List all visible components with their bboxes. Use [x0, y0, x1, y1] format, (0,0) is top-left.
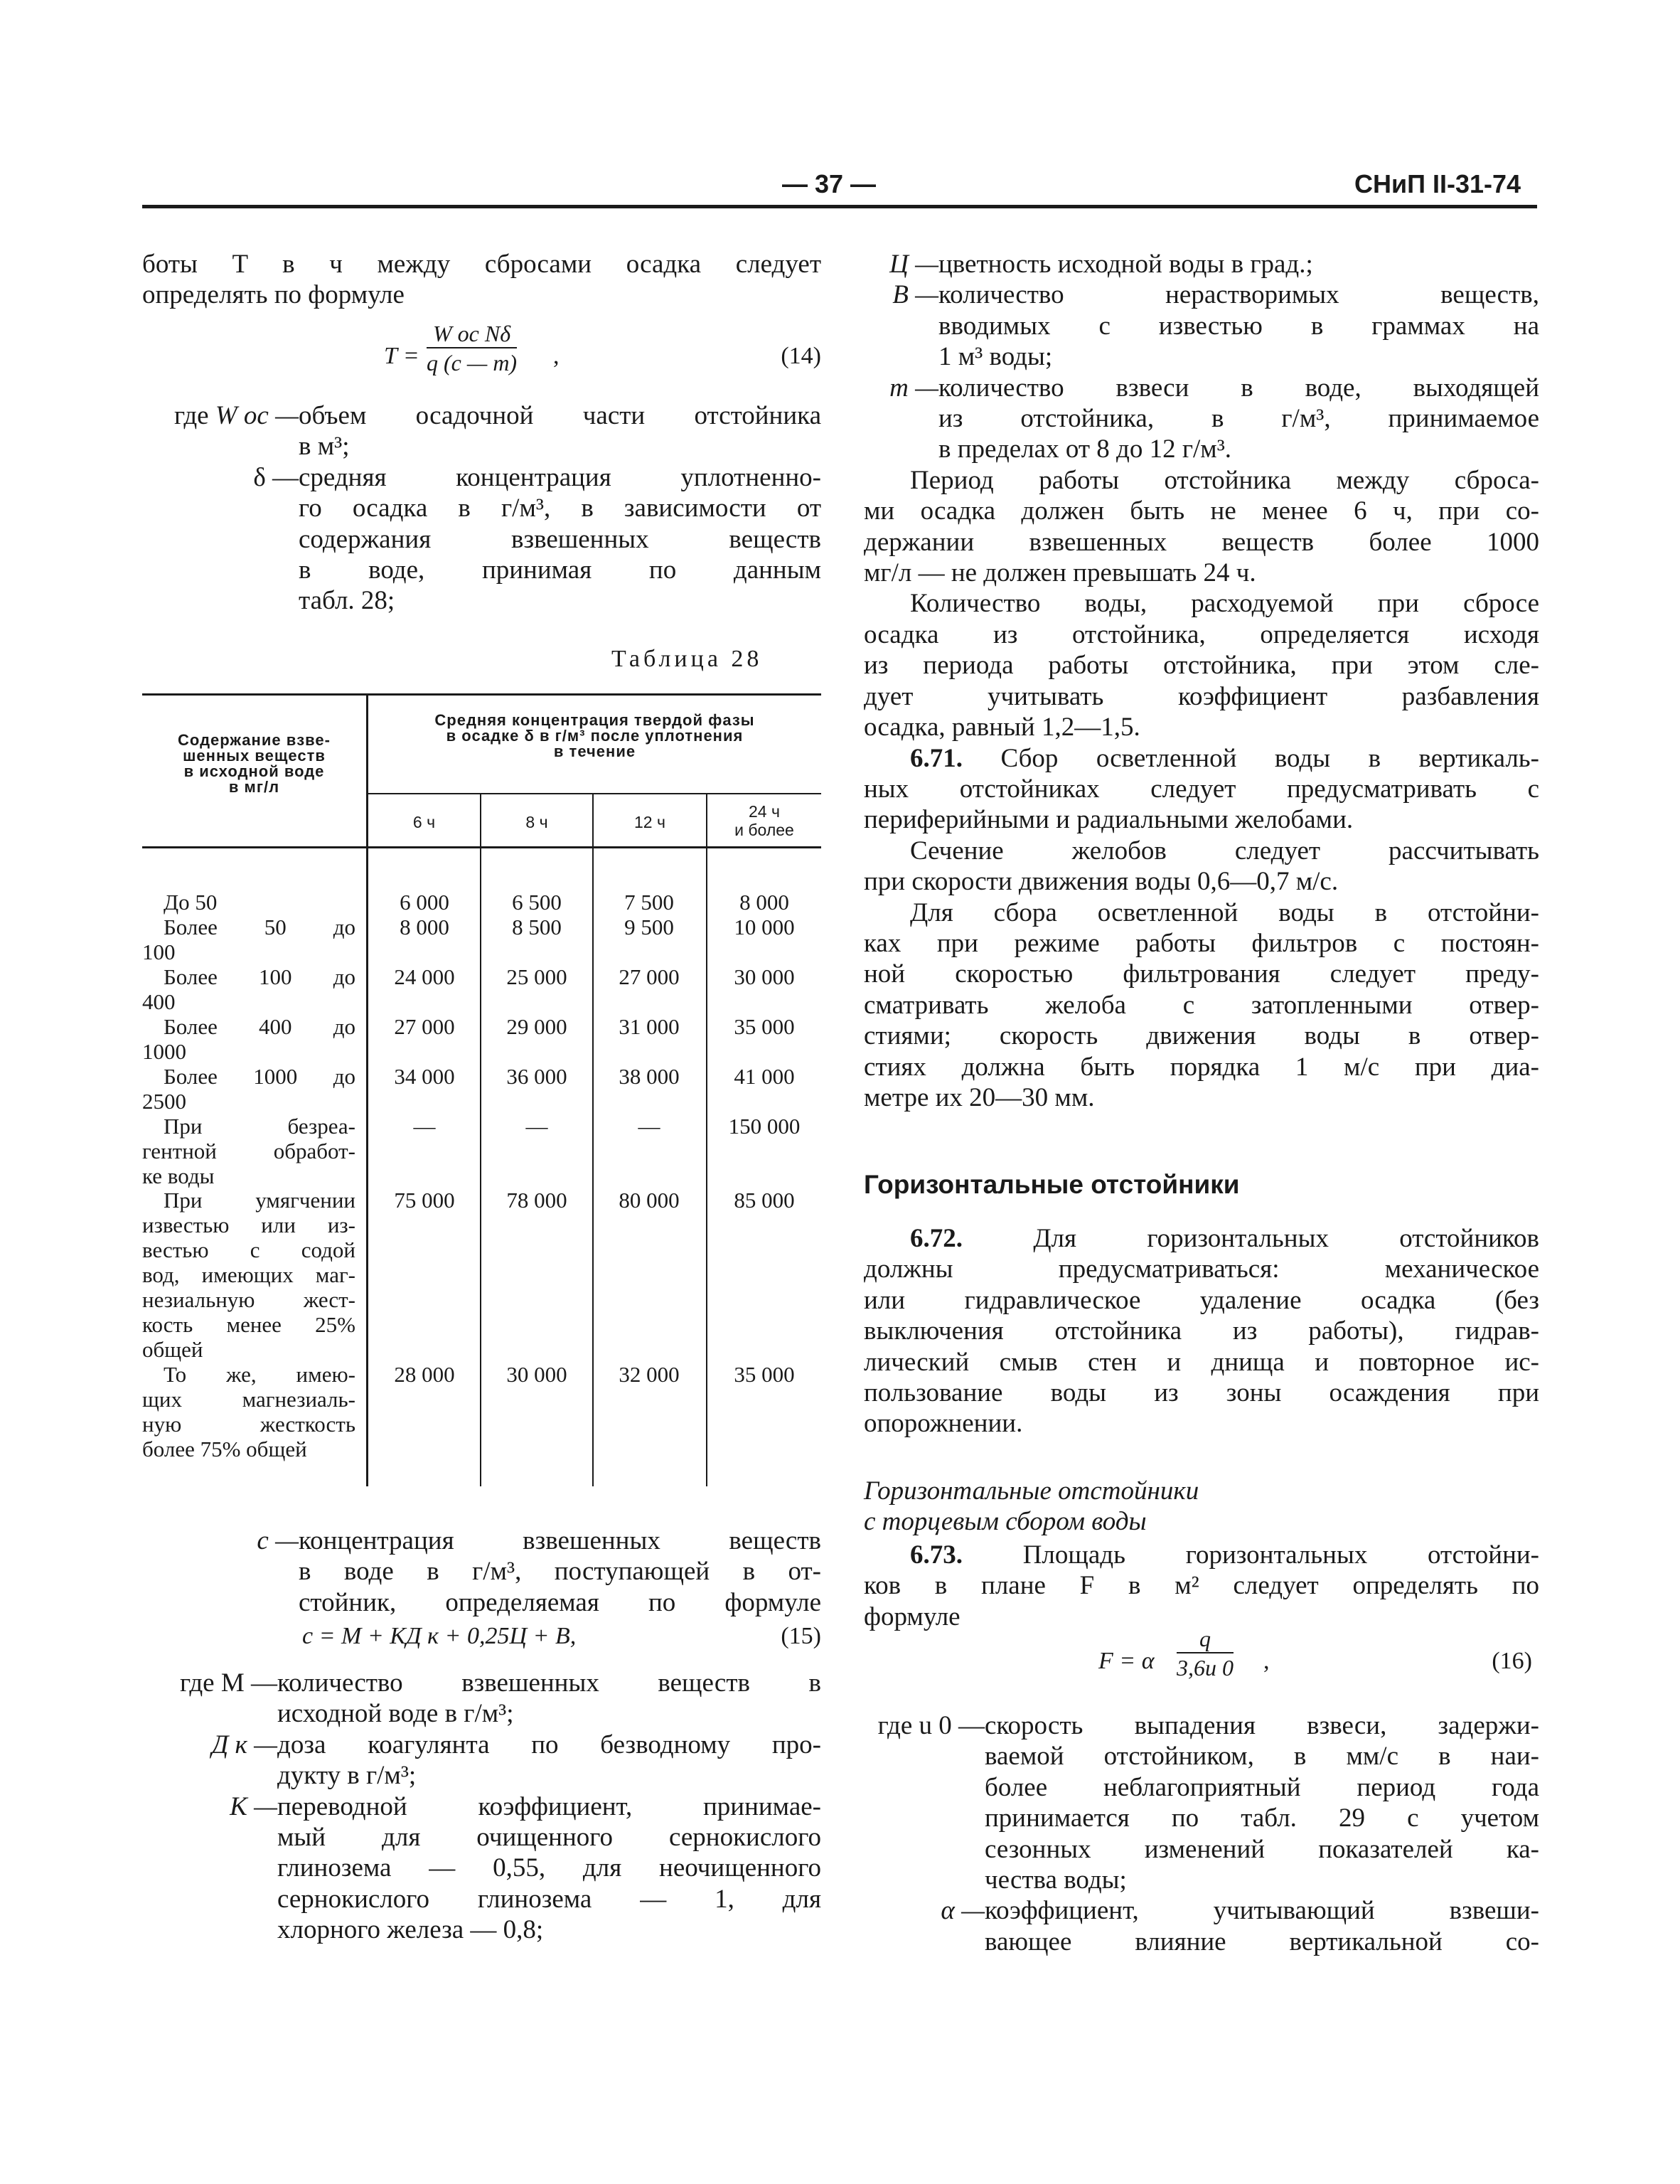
- table-row-label: [142, 1014, 355, 1064]
- paragraph-line: осадка, равный 1,2—1,5.: [864, 713, 1140, 742]
- definition-body: [299, 1525, 821, 1618]
- definition-body: [277, 1730, 821, 1791]
- table-cell: 6 000: [400, 890, 449, 915]
- definition-body: [299, 400, 821, 462]
- paragraph-line: сматривать желоба с затопленными отвер-: [864, 990, 1539, 1020]
- formula-14-numerator: W oc Nδ: [427, 320, 517, 348]
- row-label-line: кость менее 25%: [142, 1312, 355, 1337]
- definition-line: сернокислого глинозема — 1, для: [277, 1884, 821, 1914]
- definition-term: B —: [892, 280, 938, 310]
- definition-body: [938, 373, 1539, 465]
- row-label-line: известью или из-: [142, 1213, 355, 1237]
- table-row-label: [142, 1188, 355, 1362]
- table-cell: 8 000: [739, 890, 789, 915]
- table-cell: 27 000: [394, 1014, 455, 1039]
- section-title: Горизонтальные отстойники: [864, 1170, 1240, 1199]
- clause-number: 6.72.: [910, 1224, 963, 1253]
- definition-line: в м³;: [299, 432, 350, 462]
- paragraph-line: метре их 20—30 мм.: [864, 1082, 1095, 1112]
- table-row-label: [142, 1064, 355, 1114]
- header-line: Содержание взве-: [178, 731, 331, 749]
- header-line: в мг/л: [228, 778, 280, 796]
- table-cell: 25 000: [506, 964, 567, 989]
- definition-line: мый для очищенного сернокислого: [277, 1823, 821, 1853]
- definition-line: ваемой отстойником, в мм/с в наи-: [985, 1742, 1539, 1772]
- definition-body: [277, 1668, 821, 1730]
- definition-u0: [864, 1710, 1539, 1895]
- paragraph-line: из периода работы отстойника, при этом сле-: [864, 651, 1539, 681]
- definition-line: переводной коэффициент, принимае-: [277, 1791, 821, 1821]
- definition-line: концентрация взвешенных веществ: [299, 1526, 821, 1555]
- table-cell: 85 000: [734, 1188, 795, 1213]
- definition-delta: [142, 462, 821, 617]
- term-woc: W oc —: [215, 401, 299, 430]
- intro-line-1: боты T в ч между сбросами осадка следует: [142, 250, 821, 279]
- definition-line: принимается по табл. 29 с учетом: [985, 1804, 1539, 1833]
- definitions-b: [142, 1668, 821, 1946]
- definition-line: го осадка в г/м³, в зависимости от: [299, 494, 821, 523]
- row-label-line: щих магнезиаль-: [142, 1387, 355, 1412]
- table-cell: —: [413, 1114, 436, 1139]
- row-label-line: При безреа-: [164, 1114, 355, 1139]
- table-cell: 28 000: [394, 1362, 455, 1387]
- row-label-line: вод, имеющих маг-: [142, 1262, 355, 1287]
- definition-term: [142, 400, 299, 462]
- definition-line: в пределах от 8 до 12 г/м³.: [938, 435, 1232, 464]
- page-number: — 37 —: [782, 169, 877, 198]
- definition-term: c —: [257, 1526, 299, 1555]
- row-label-line: До 50: [164, 890, 218, 915]
- paragraph-line: стиями; скорость движения воды в отвер-: [864, 1021, 1539, 1051]
- table-group-header: [368, 713, 821, 760]
- formula-16-numerator: q: [1177, 1625, 1234, 1653]
- table-cell: 10 000: [734, 915, 795, 939]
- formula-16-denominator: 3,6u 0: [1177, 1655, 1234, 1680]
- table-vline: [480, 793, 481, 1486]
- table-row-label: [142, 1114, 355, 1188]
- definition-term: Ц —: [889, 250, 938, 279]
- table-top-rule: [142, 693, 821, 696]
- table-col0-header: [142, 733, 366, 795]
- definition-m-small: [864, 373, 1539, 465]
- table-cell: 38 000: [619, 1064, 680, 1089]
- definition-line: в воде в г/м³, поступающей в от-: [299, 1557, 821, 1587]
- definition-alpha: [864, 1895, 1539, 1957]
- row-label-line: более 75% общей: [142, 1437, 307, 1461]
- definition-line: количество взвеси в воде, выходящей: [938, 373, 1539, 403]
- table-header-rule: [142, 846, 821, 848]
- definition-term: K —: [230, 1791, 277, 1821]
- definition-term: Д к —: [211, 1730, 277, 1759]
- paragraph-line: Для горизонтальных отстойников: [1033, 1224, 1539, 1253]
- table-row-label: [142, 915, 355, 964]
- subsection-title: [864, 1476, 1539, 1538]
- paragraph-line: Для сбора осветленной воды в отстойни-: [910, 897, 1539, 927]
- formula-14-fraction: [427, 320, 517, 377]
- table-cell: 35 000: [734, 1362, 795, 1387]
- paragraph-line: дует учитывать коэффициент разбавления: [864, 681, 1539, 711]
- table-cell: 6 500: [512, 890, 562, 915]
- clause-6-72: [864, 1223, 1539, 1439]
- where-label: где: [174, 401, 209, 430]
- row-label-line: 2500: [142, 1089, 186, 1114]
- definition-line: вводимых с известью в граммах на: [938, 311, 1539, 341]
- table-cell: 9 500: [624, 915, 674, 939]
- row-label-line: ную жесткость: [142, 1412, 355, 1437]
- paragraph-line: периферийными и радиальными желобами.: [864, 805, 1354, 835]
- definition-term: где u 0 —: [877, 1711, 985, 1740]
- clause-6-73: [864, 1540, 1539, 1632]
- header-line: Средняя концентрация твердой фазы: [434, 711, 755, 729]
- definitions-a: [142, 400, 821, 617]
- header-line: шенных веществ: [183, 747, 326, 765]
- paragraph-line: должны предусматриваться: механическое: [864, 1255, 1539, 1284]
- paragraph-line: пользование воды из зоны осаждения при: [864, 1378, 1539, 1408]
- row-label-line: Более 50 до: [164, 915, 355, 939]
- definition-line: скорость выпадения взвеси, задержи-: [985, 1711, 1539, 1740]
- table-cell: 41 000: [734, 1064, 795, 1089]
- table-vline: [592, 793, 594, 1486]
- paragraph-line: Сбор осветленной воды в вертикаль-: [1000, 743, 1539, 773]
- formula-15-label: (15): [781, 1623, 821, 1649]
- table-subheader-8h: 8 ч: [525, 813, 548, 831]
- paragraph-collection: [864, 897, 1539, 1114]
- formula-14: [384, 320, 821, 391]
- header-line: в осадке δ в г/м³ после уплотнения: [446, 727, 744, 745]
- table-cell: 7 500: [624, 890, 674, 915]
- definition-line: исходной воде в г/м³;: [277, 1699, 514, 1729]
- definition-term: α —: [941, 1896, 985, 1926]
- row-label-line: общей: [142, 1337, 203, 1362]
- table-vline: [706, 793, 707, 1486]
- paragraph-line: опорожнении.: [864, 1409, 1023, 1439]
- definition-line: сезонных изменений показателей ка-: [985, 1834, 1539, 1864]
- definition-line: цветность исходной воды в град.;: [938, 250, 1313, 279]
- table-row-label: [142, 1362, 355, 1461]
- paragraph-line: Площадь горизонтальных отстойни-: [1022, 1540, 1539, 1570]
- table-cell: 24 000: [394, 964, 455, 989]
- paragraph-line: ных отстойниках следует предусматривать с: [864, 774, 1539, 804]
- definition-line: доза коагулянта по безводному про-: [277, 1730, 821, 1759]
- left-intro: [142, 249, 821, 311]
- formula-16-lhs: F = α: [1098, 1648, 1155, 1674]
- definition-body: [985, 1710, 1539, 1895]
- paragraph-line: стиях должна быть порядка 1 м/с при диа-: [864, 1052, 1539, 1082]
- definition-line: более неблагоприятный период года: [985, 1772, 1539, 1802]
- definition-line: из отстойника, в г/м³, принимаемое: [938, 404, 1539, 434]
- definition-line: стойник, определяемая по формуле: [299, 1587, 821, 1617]
- definition-body: [299, 462, 821, 617]
- table-subheader-rule: [366, 793, 821, 794]
- formula-14-tail: ,: [553, 343, 560, 369]
- definition-line: чества воды;: [985, 1865, 1127, 1895]
- paragraph-line: Сечение желобов следует рассчитывать: [910, 836, 1539, 865]
- definition-line: глинозема — 0,55, для неочищенного: [277, 1853, 821, 1883]
- row-label-line: Более 400 до: [164, 1014, 355, 1039]
- definitions-u: [864, 1710, 1539, 1957]
- row-label-line: Более 1000 до: [164, 1064, 355, 1089]
- table-cell: 150 000: [728, 1114, 801, 1139]
- definition-body: [938, 249, 1539, 279]
- definition-line: объем осадочной части отстойника: [299, 401, 821, 430]
- table-cell: 27 000: [619, 964, 680, 989]
- table-cell: 32 000: [619, 1362, 680, 1387]
- formula-14-lhs: T =: [384, 343, 419, 369]
- paragraph-line: ной скоростью фильтрования следует преду-: [864, 959, 1539, 989]
- header-line: в течение: [553, 742, 636, 760]
- paragraph-period: [864, 465, 1539, 589]
- formula-14-label: (14): [781, 343, 821, 369]
- table-subheader-6h: 6 ч: [412, 813, 436, 831]
- paragraph-line: осадка из отстойника, определяется исходя: [864, 619, 1539, 649]
- paragraph-line: Период работы отстойника между сброса-: [910, 465, 1539, 495]
- definition-ts: [864, 249, 1539, 279]
- row-label-line: 400: [142, 989, 176, 1014]
- table-cell: 31 000: [619, 1014, 680, 1039]
- table-cell: 8 500: [512, 915, 562, 939]
- table-cell: —: [525, 1114, 548, 1139]
- paragraph-line: ми осадка должен быть не менее 6 ч, при со-: [864, 496, 1539, 526]
- table-cell: 80 000: [619, 1188, 680, 1213]
- table-cell: 30 000: [506, 1362, 567, 1387]
- paragraph-line: лический смыв стен и днища и повторное ис-: [864, 1347, 1539, 1377]
- definition-m: [142, 1668, 821, 1730]
- table-cell: 29 000: [506, 1014, 567, 1039]
- table-cell: 75 000: [394, 1188, 455, 1213]
- row-label-line: 100: [142, 939, 176, 964]
- row-label-line: гентной обработ-: [142, 1139, 355, 1163]
- paragraph-line: Количество воды, расходуемой при сбросе: [910, 589, 1539, 619]
- paragraph-line: мг/л — не должен превышать 24 ч.: [864, 558, 1256, 588]
- definition-body: [985, 1895, 1539, 1957]
- definition-c: [142, 1525, 821, 1618]
- definition-c-block: [142, 1525, 821, 1618]
- row-label-line: Более 100 до: [164, 964, 355, 989]
- table-cell: 8 000: [400, 915, 449, 939]
- paragraph-line: при скорости движения воды 0,6—0,7 м/с.: [864, 867, 1339, 897]
- table-cell: 30 000: [734, 964, 795, 989]
- definition-line: табл. 28;: [299, 586, 395, 616]
- paragraph-line: выключения отстойника из работы), гидрав-: [864, 1316, 1539, 1346]
- definition-term: m —: [889, 373, 938, 403]
- definition-term: δ —: [253, 462, 299, 492]
- definition-term: где M —: [180, 1668, 277, 1698]
- paragraph-line: формуле: [864, 1602, 961, 1631]
- formula-14-denominator: q (c — m): [427, 350, 518, 375]
- header-line: 24 ч и более: [734, 802, 794, 839]
- definition-line: количество взвешенных веществ в: [277, 1668, 821, 1698]
- right-definitions: [864, 249, 1539, 1113]
- definition-line: содержания взвешенных веществ: [299, 524, 821, 554]
- table-cell: 36 000: [506, 1064, 567, 1089]
- table-cell: 35 000: [734, 1014, 795, 1039]
- row-label-line: незиальную жест-: [142, 1287, 355, 1312]
- intro-line-2: определять по формуле: [142, 280, 405, 310]
- definition-line: в воде, принимая по данным: [299, 555, 821, 585]
- definition-line: дукту в г/м³;: [277, 1761, 417, 1791]
- formula-16: [1098, 1625, 1532, 1696]
- table-cell: 34 000: [394, 1064, 455, 1089]
- subsection-line: с торцевым сбором воды: [864, 1507, 1147, 1537]
- formula-15-expression: c = M + KД к + 0,25Ц + B,: [302, 1623, 577, 1649]
- definition-line: количество нерастворимых веществ,: [938, 280, 1539, 310]
- row-label-line: вестью с содой: [142, 1237, 355, 1262]
- table-subheader-24h: [707, 802, 821, 839]
- paragraph-line: держании взвешенных веществ более 1000: [864, 527, 1539, 557]
- row-label-line: ке воды: [142, 1163, 215, 1188]
- row-label-line: При умягчении: [164, 1188, 355, 1213]
- document-code: СНиП II-31-74: [1354, 169, 1521, 198]
- definition-dk: [142, 1730, 821, 1791]
- header-line: в исходной воде: [183, 762, 325, 780]
- table-cell: 78 000: [506, 1188, 567, 1213]
- table-subheader-12h: 12 ч: [634, 813, 665, 831]
- clause-number: 6.71.: [910, 743, 963, 773]
- paragraph-line: или гидравлическое удаление осадка (без: [864, 1285, 1539, 1315]
- paragraph-line: ков в плане F в м² следует определять по: [864, 1571, 1539, 1601]
- table-cell: —: [638, 1114, 660, 1139]
- table-row-label: [142, 964, 355, 1014]
- paragraph-water-volume: [864, 588, 1539, 742]
- definition-line: вающее влияние вертикальной со-: [985, 1927, 1539, 1956]
- paragraph-line: ках при режиме работы фильтров с постоян-: [864, 928, 1539, 958]
- definition-k: [142, 1791, 821, 1946]
- formula-16-fraction: [1177, 1625, 1234, 1682]
- header-rule: [142, 205, 1537, 208]
- table-caption: Таблица 28: [611, 646, 763, 672]
- paragraph-trough-section: [864, 836, 1539, 897]
- row-label-line: 1000: [142, 1039, 186, 1064]
- definition-b: [864, 279, 1539, 372]
- definition-woc: [142, 400, 821, 462]
- formula-15: [302, 1623, 821, 1650]
- table-row-label: [142, 890, 355, 915]
- definition-body: [277, 1791, 821, 1946]
- subsection-line: Горизонтальные отстойники: [864, 1476, 1199, 1506]
- clause-number: 6.73.: [910, 1540, 963, 1570]
- formula-16-tail: ,: [1263, 1648, 1270, 1674]
- row-label-line: То же, имею-: [164, 1362, 355, 1387]
- definition-line: средняя концентрация уплотненно-: [299, 462, 821, 492]
- clause-6-71: [864, 743, 1539, 836]
- definition-line: коэффициент, учитывающий взвеши-: [985, 1896, 1539, 1926]
- definition-line: хлорного железа — 0,8;: [277, 1915, 544, 1945]
- definition-body: [938, 279, 1539, 372]
- formula-16-label: (16): [1492, 1648, 1532, 1674]
- definition-line: 1 м³ воды;: [938, 342, 1053, 372]
